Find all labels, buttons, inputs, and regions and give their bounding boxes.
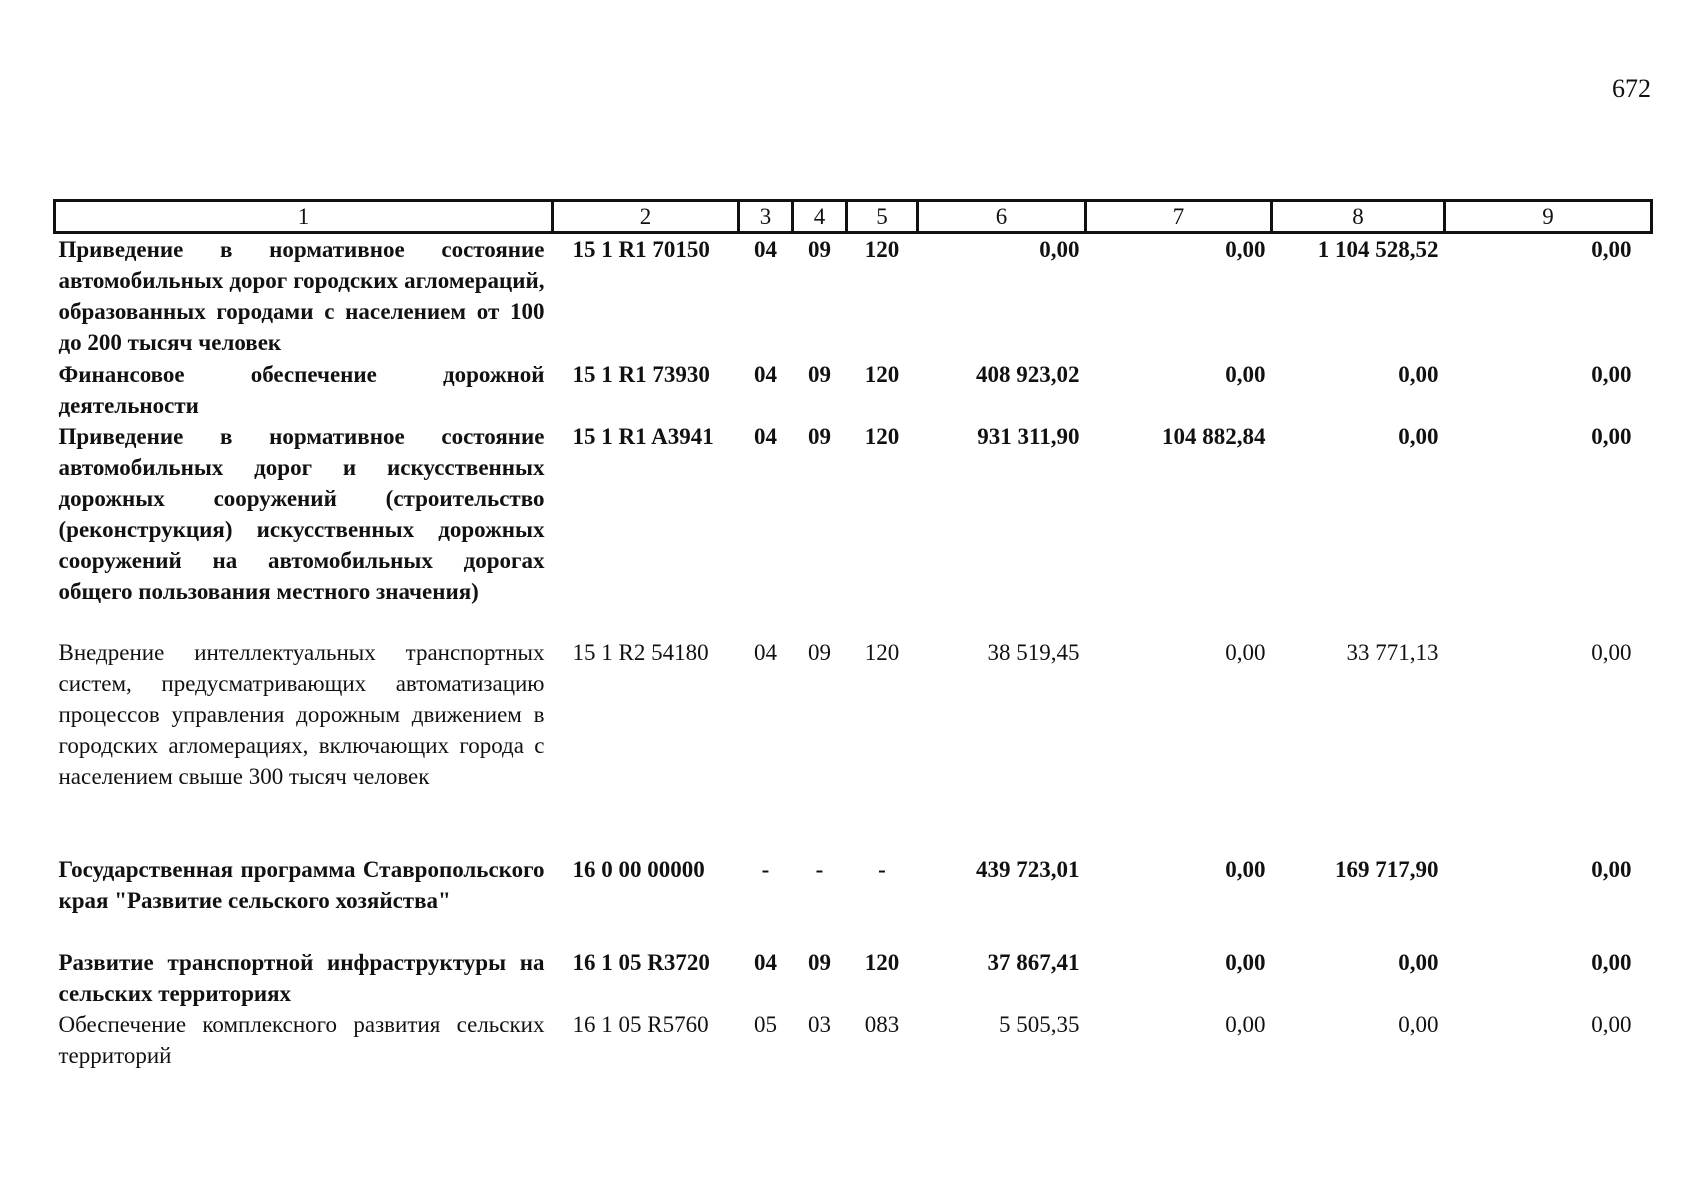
row-section: 05	[754, 1012, 777, 1037]
row-value-9: 0,00	[1591, 950, 1632, 975]
row-subsection: 09	[808, 640, 831, 665]
row-name: Финансовое обеспечение дорожной деятельности	[58, 362, 545, 418]
row-value-6: 408 923,02	[976, 362, 1080, 387]
row-subsection: -	[815, 857, 824, 882]
row-value-7: 0,00	[1225, 857, 1266, 882]
row-code: 15 1 R1 A3941	[572, 424, 714, 449]
row-value-6: 931 311,90	[977, 424, 1080, 449]
table-row	[55, 359, 1652, 421]
row-value-8: 169 717,90	[1335, 857, 1439, 882]
row-value-6: 439 723,01	[976, 857, 1080, 882]
column-header-4: 4	[793, 201, 847, 233]
column-header-2: 2	[553, 201, 739, 233]
row-code: 15 1 R2 54180	[572, 640, 709, 665]
row-value-7: 104 882,84	[1162, 424, 1266, 449]
row-value-8: 33 771,13	[1346, 640, 1439, 665]
row-value-9: 0,00	[1591, 857, 1632, 882]
column-header-6: 6	[918, 201, 1086, 233]
row-subsection: 09	[808, 237, 831, 262]
table-row	[55, 421, 1652, 637]
row-value-8: 0,00	[1398, 950, 1439, 975]
row-code: 15 1 R1 73930	[572, 362, 710, 387]
row-section: 04	[754, 362, 777, 387]
row-name: Приведение в нормативное состояние автомобильных дорог городских агломераций, образованных городами с населением от 100 до 200 тысяч человек	[58, 237, 545, 355]
table-row	[55, 637, 1652, 854]
column-header-1: 1	[55, 201, 553, 233]
row-code: 16 1 05 R3720	[572, 950, 710, 975]
column-header-9: 9	[1445, 201, 1652, 233]
row-section: 04	[754, 640, 777, 665]
row-name: Государственная программа Ставропольского края "Развитие сельского хозяйства"	[58, 857, 545, 913]
row-expense-type: 120	[864, 950, 900, 975]
column-header-8: 8	[1272, 201, 1445, 233]
row-subsection: 09	[808, 362, 831, 387]
table-row	[55, 1009, 1652, 1071]
row-value-6: 37 867,41	[987, 950, 1080, 975]
row-value-9: 0,00	[1591, 362, 1632, 387]
row-value-8: 0,00	[1398, 424, 1439, 449]
row-value-9: 0,00	[1591, 237, 1632, 262]
row-section: 04	[754, 424, 777, 449]
row-section: 04	[754, 950, 777, 975]
table-row	[55, 233, 1652, 360]
row-value-7: 0,00	[1225, 362, 1266, 387]
row-code: 16 0 00 00000	[572, 857, 705, 882]
row-value-7: 0,00	[1225, 1012, 1266, 1037]
row-value-8: 1 104 528,52	[1317, 237, 1439, 262]
row-subsection: 09	[808, 424, 831, 449]
column-header-3: 3	[739, 201, 793, 233]
row-value-7: 0,00	[1225, 640, 1266, 665]
row-expense-type: -	[878, 857, 886, 882]
row-value-6: 0,00	[1039, 237, 1080, 262]
budget-table	[53, 199, 1653, 1071]
row-section: 04	[754, 237, 777, 262]
row-value-8: 0,00	[1398, 362, 1439, 387]
row-value-7: 0,00	[1225, 950, 1266, 975]
table-row	[55, 947, 1652, 1009]
row-value-9: 0,00	[1591, 640, 1632, 665]
row-expense-type: 120	[864, 237, 900, 262]
row-subsection: 03	[808, 1012, 831, 1037]
row-value-8: 0,00	[1398, 1012, 1439, 1037]
row-expense-type: 120	[864, 640, 900, 665]
column-header-7: 7	[1086, 201, 1272, 233]
row-code: 15 1 R1 70150	[572, 237, 710, 262]
row-code: 16 1 05 R5760	[572, 1012, 709, 1037]
row-subsection: 09	[808, 950, 831, 975]
table-row	[55, 854, 1652, 947]
row-value-9: 0,00	[1591, 1012, 1632, 1037]
row-name: Развитие транспортной инфраструктуры на сельских территориях	[58, 950, 545, 1006]
row-value-6: 38 519,45	[987, 640, 1080, 665]
row-value-9: 0,00	[1591, 424, 1632, 449]
header-row	[55, 201, 1652, 233]
row-value-7: 0,00	[1225, 237, 1266, 262]
column-header-5: 5	[847, 201, 918, 233]
row-value-6: 5 505,35	[999, 1012, 1080, 1037]
row-section: -	[761, 857, 770, 882]
row-name: Внедрение интеллектуальных транспортных систем, предусматривающих автоматизацию процессов управления дорожным движением в городских агломерациях, включающих города с населением свыше 300 тысяч человек	[58, 640, 545, 789]
row-name: Приведение в нормативное состояние автомобильных дорог и искусственных дорожных сооружений (строительство (реконструкция) искусственных дорожных сооружений на автомобильных дорогах общего пользования местного значения)	[58, 424, 545, 604]
row-name: Обеспечение комплексного развития сельских территорий	[58, 1012, 545, 1068]
row-expense-type: 083	[864, 1012, 900, 1037]
page-number: 672	[1612, 74, 1651, 103]
row-expense-type: 120	[864, 362, 900, 387]
row-expense-type: 120	[864, 424, 900, 449]
